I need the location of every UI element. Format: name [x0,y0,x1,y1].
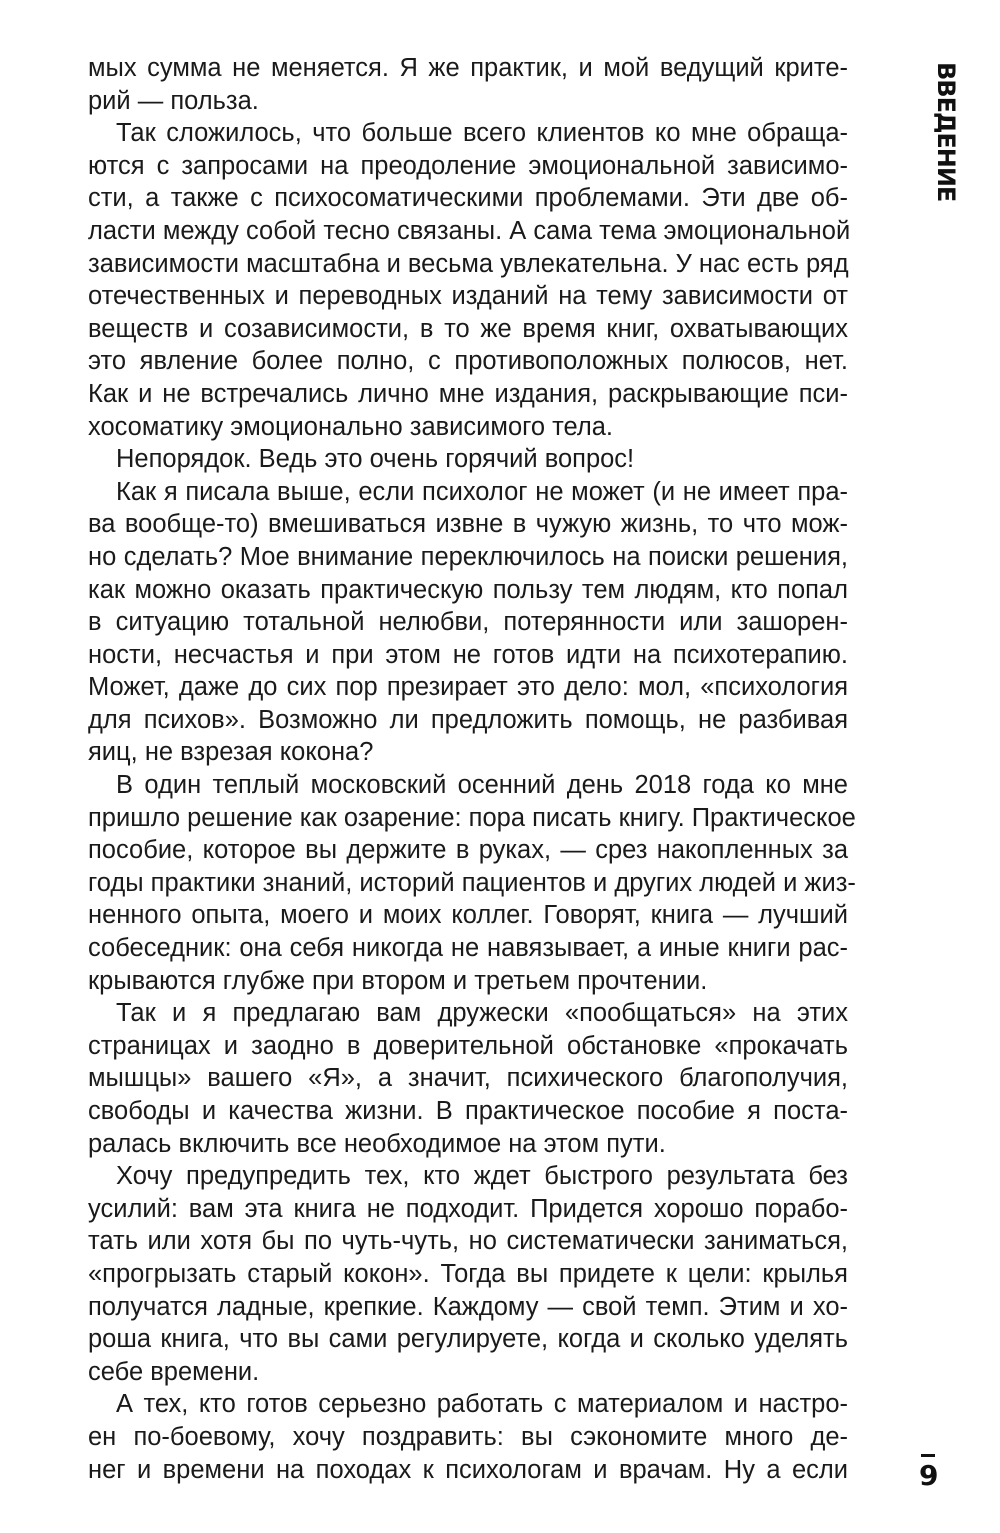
text-line: «прогрызать старый кокон». Тогда вы придете к цели: крылья [88,1259,848,1288]
text-line: сти, а также с психосоматическими проблемами. Эти две об- [88,184,848,213]
paragraph [88,769,856,997]
paragraph [88,476,848,769]
body-text [88,52,856,1486]
text-line: ются с запросами на преодоление эмоциональной зависимо- [88,151,848,180]
text-line: ненного опыта, моего и моих коллег. Говорят, книга — лучший [88,901,848,930]
text-line: годы практики знаний, историй пациентов и других людей и жиз- [88,868,856,897]
text-line: как можно оказать практическую пользу тем людям, кто попал [88,575,848,604]
text-line: в ситуацию тотальной нелюбви, потерянности или зашорен- [88,608,848,637]
text-line: страницах и заодно в доверительной обстановке «прокачать [88,1031,848,1060]
text-line: крываются глубже при втором и третьем прочтении. [88,966,708,995]
text-line: усилий: вам эта книга не подходит. Придется хорошо порабо- [88,1194,848,1223]
section-title: ВВЕДЕНИЕ [932,62,960,202]
text-line: Хочу предупредить тех, кто ждет быстрого результата без [116,1162,848,1191]
text-line: В один теплый московский осенний день 2018 года ко мне [116,771,848,800]
text-line: Так и я предлагаю вам дружески «пообщаться» на этих [116,999,848,1028]
text-line: Как и не встречались лично мне издания, раскрывающие пси- [88,379,848,408]
text-line: веществ и созависимости, в то же время книг, охватывающих [88,314,848,343]
text-line: мых сумма не меняется. Я же практик, и мой ведущий крите- [88,54,848,82]
text-line: свободы и качества жизни. В практическое пособие я поста- [88,1097,848,1125]
paragraph [88,997,848,1160]
text-line: нег и времени на походах к психологам и врачам. Ну а если [88,1455,848,1484]
text-line: ласти между собой тесно связаны. А сама тема эмоциональной [88,216,851,245]
text-line: тать или хотя бы по чуть-чуть, но систематически заниматься, [88,1227,848,1256]
text-line: ности, несчастья и при этом не готов идти на психотерапию. [88,640,848,669]
text-line: рий — польза. [88,86,259,115]
text-line: яиц, не взрезая кокона? [88,738,374,767]
text-line: зависимости масштабна и весьма увлекательна. У нас есть ряд [88,249,849,278]
text-line: ралась включить все необходимое на этом пути. [88,1129,666,1158]
page-number-rule [921,1454,935,1457]
text-line: собеседник: она себя никогда не навязывает, а иные книги рас- [88,934,848,963]
text-line: для психов». Возможно ли предложить помощь, не разбивая [88,705,848,734]
text-line: мышцы» вашего «Я», а значит, психического благополучия, [88,1064,848,1093]
text-line: ва вообще-то) вмешиваться извне в чужую жизнь, то что мож- [88,510,848,539]
text-line: хосоматику эмоционально зависимого тела. [88,412,614,441]
paragraph [88,443,848,476]
text-line: но сделать? Мое внимание переключилось на поиски решения, [88,542,848,571]
text-line: пособие, которое вы держите в руках, — срез накопленных за [88,836,848,865]
text-line: роша книга, что вы сами регулируете, когда и сколько уделять [88,1325,848,1354]
text-line: Так сложилось, что больше всего клиентов ко мне обраща- [116,119,848,148]
text-line: это явление более полно, с противоположных полюсов, нет. [88,347,848,376]
text-line: Непорядок. Ведь это очень горячий вопрос! [116,445,635,474]
text-line: А тех, кто готов серьезно работать с материалом и настро- [116,1390,848,1419]
page-number: 9 [919,1459,939,1492]
paragraph [88,1160,848,1388]
text-line: Как я писала выше, если психолог не может (и не имеет пра- [116,477,848,506]
text-line: отечественных и переводных изданий на тему зависимости от [88,282,848,311]
paragraph [88,1388,848,1486]
text-line: получатся ладные, крепкие. Каждому — свой темп. Этим и хо- [88,1292,848,1321]
text-line: ен по-боевому, хочу поздравить: вы сэкономите много де- [88,1422,848,1451]
paragraph [88,52,848,117]
text-line: себе времени. [88,1357,260,1386]
text-line: Может, даже до сих пор презирает это дело: мол, «психология [88,673,848,702]
paragraph [88,117,851,443]
text-line: пришло решение как озарение: пора писать книгу. Практическое [88,803,856,832]
